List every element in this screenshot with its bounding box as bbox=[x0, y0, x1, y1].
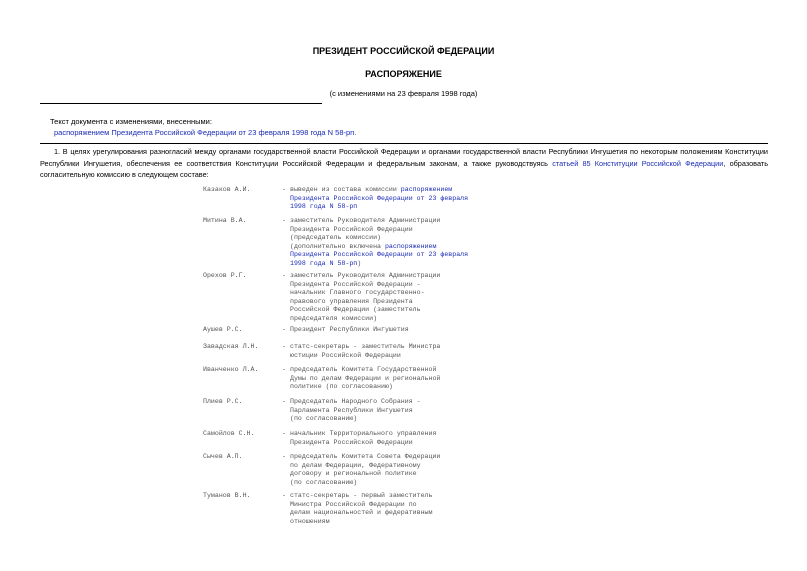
member-dash: - bbox=[282, 326, 286, 333]
role-text: Президента Российской Федерации - bbox=[290, 280, 421, 288]
member-role-line bbox=[290, 298, 440, 307]
role-text: заместитель Руководителя Администрации bbox=[290, 217, 441, 224]
member-role-line bbox=[290, 217, 468, 226]
member-role-line bbox=[290, 415, 421, 424]
role-text: правового управления Президента bbox=[290, 297, 413, 305]
member-role bbox=[290, 186, 468, 212]
member-name: Казаков А.И. bbox=[203, 186, 251, 193]
revision-note: (с изменениями на 23 февраля 1998 года) bbox=[329, 89, 478, 98]
member-role-line bbox=[290, 492, 432, 501]
member-dash: - bbox=[282, 217, 286, 224]
role-text: Председатель Народного Собрания - bbox=[290, 398, 421, 405]
header-divider bbox=[40, 103, 322, 104]
member-dash: - bbox=[282, 398, 286, 405]
amendment-link[interactable]: распоряжением bbox=[400, 186, 453, 193]
member-dash: - bbox=[282, 366, 286, 373]
role-text: статс-секретарь - первый заместитель bbox=[290, 492, 433, 499]
member-role-line bbox=[290, 251, 468, 260]
role-text: Президента Российской Федерации bbox=[290, 225, 413, 233]
member-name: Аушев Р.С. bbox=[203, 326, 243, 333]
member-role-line bbox=[290, 203, 468, 212]
member-role bbox=[290, 366, 440, 392]
paragraph-1 bbox=[40, 146, 768, 181]
role-text: председатель Комитета Совета Федерации bbox=[290, 453, 441, 460]
member-role-line bbox=[290, 234, 468, 243]
role-text: председателя комиссии) bbox=[290, 314, 378, 322]
member-name: Плиев Р.С. bbox=[203, 398, 243, 405]
member-role bbox=[290, 326, 409, 335]
role-text: отношениям bbox=[290, 517, 330, 525]
member-dash: - bbox=[282, 186, 286, 193]
role-text: (по согласованию) bbox=[290, 415, 358, 422]
member-role-line bbox=[290, 439, 436, 448]
member-role-line bbox=[290, 186, 468, 195]
amendment-link[interactable]: 1998 года N 58-рп bbox=[290, 203, 358, 210]
member-role bbox=[290, 453, 440, 487]
role-text: Президента Российской Федерации bbox=[290, 438, 413, 446]
member-role-line bbox=[290, 195, 468, 204]
role-text: Президент Республики Ингушетия bbox=[290, 326, 409, 333]
member-role bbox=[290, 430, 436, 447]
member-role-line bbox=[290, 479, 440, 488]
role-text: председатель Комитета Государственной bbox=[290, 366, 437, 373]
role-text-end: ) bbox=[357, 259, 362, 267]
role-text: начальник Территориального управления bbox=[290, 430, 437, 437]
member-dash: - bbox=[282, 453, 286, 460]
changes-intro: Текст документа с изменениями, внесенными: bbox=[50, 117, 212, 126]
document-type: РАСПОРЯЖЕНИЕ bbox=[365, 69, 442, 79]
member-dash: - bbox=[282, 343, 286, 350]
changes-link[interactable]: распоряжением Президента Российской Федерации от 23 февраля 1998 года N 58-рп. bbox=[54, 128, 357, 137]
member-name: Иванченко Л.А. bbox=[203, 366, 259, 373]
amendment-link[interactable]: 1998 года N 58-рп bbox=[290, 259, 358, 267]
role-text: юстиции Российской Федерации bbox=[290, 351, 401, 359]
paragraph-text: 1. В целях урегулирования разногласий между органами государственной власти Российской Федерации и органами государственной власти Республики Ингушетия по некоторым положениям Конституции Республики Ингушетия, обеспечения ее соответствия Конституции Российской Федерации и федеральным законам, а также руководствуясь bbox=[40, 147, 768, 168]
role-text: заместитель Руководителя Администрации bbox=[290, 272, 441, 279]
member-role-line bbox=[290, 289, 440, 298]
member-role-line bbox=[290, 375, 440, 384]
role-text: выведен из состава комиссии bbox=[290, 186, 401, 193]
role-text: (по согласованию) bbox=[290, 478, 358, 486]
member-role-line bbox=[290, 272, 440, 281]
role-text: (дополнительно включена bbox=[290, 242, 385, 250]
member-role-line bbox=[290, 501, 432, 510]
amendment-link[interactable]: Президента Российской Федерации от 23 февраля bbox=[290, 251, 469, 258]
member-role-line bbox=[290, 260, 468, 269]
role-text: Российской Федерации (заместитель bbox=[290, 306, 421, 313]
member-role-line bbox=[290, 462, 440, 471]
member-role bbox=[290, 217, 468, 268]
role-text: начальник Главного государственно- bbox=[290, 289, 425, 296]
member-role bbox=[290, 343, 440, 360]
member-role-line bbox=[290, 226, 468, 235]
role-text: договору и региональной политике bbox=[290, 470, 417, 477]
member-dash: - bbox=[282, 492, 286, 499]
section-divider bbox=[40, 143, 768, 144]
member-name: Митина В.А. bbox=[203, 217, 247, 224]
role-text: Министра Российской Федерации по bbox=[290, 500, 417, 508]
member-role-line bbox=[290, 509, 432, 518]
member-role-line bbox=[290, 383, 440, 392]
member-role bbox=[290, 272, 440, 323]
member-name: Туманов В.Н. bbox=[203, 492, 251, 499]
member-role-line bbox=[290, 407, 421, 416]
member-role-line bbox=[290, 470, 440, 479]
member-role bbox=[290, 398, 421, 424]
member-role-line bbox=[290, 326, 409, 335]
member-role-line bbox=[290, 430, 436, 439]
member-name: Орехов Р.Г. bbox=[203, 272, 247, 279]
member-name: Завадская Л.Н. bbox=[203, 343, 259, 350]
member-dash: - bbox=[282, 272, 286, 279]
member-role-line bbox=[290, 366, 440, 375]
role-text: делам национальностей и федеративным bbox=[290, 509, 433, 516]
member-role-line bbox=[290, 453, 440, 462]
role-text: Парламента Республики Ингушетия bbox=[290, 406, 413, 414]
role-text: (председатель комиссии) bbox=[290, 234, 382, 241]
member-role-line bbox=[290, 352, 440, 361]
member-role-line bbox=[290, 306, 440, 315]
member-role-line bbox=[290, 243, 468, 252]
role-text: Думы по делам Федерации и региональной bbox=[290, 374, 441, 382]
role-text: по делам Федерации, Федеративному bbox=[290, 461, 421, 469]
member-name: Самойлов С.Н. bbox=[203, 430, 255, 437]
member-role-line bbox=[290, 398, 421, 407]
header-title: ПРЕЗИДЕНТ РОССИЙСКОЙ ФЕДЕРАЦИИ bbox=[312, 46, 495, 56]
role-text: статс-секретарь - заместитель Министра bbox=[290, 343, 441, 350]
member-role-line bbox=[290, 518, 432, 527]
member-dash: - bbox=[282, 430, 286, 437]
member-role bbox=[290, 492, 432, 526]
member-role-line bbox=[290, 281, 440, 290]
amendment-link[interactable]: распоряжением bbox=[384, 242, 437, 250]
role-text: политике (по согласованию) bbox=[290, 383, 393, 390]
paragraph-text-end: , образовать согласительную комиссию в следующем составе: bbox=[40, 158, 769, 179]
member-role-line bbox=[290, 343, 440, 352]
member-name: Сычев А.П. bbox=[203, 453, 243, 460]
amendment-link[interactable]: Президента Российской Федерации от 23 февраля bbox=[290, 194, 469, 202]
constitution-article-link[interactable]: статьей 85 Конституции Российской Федерации bbox=[552, 158, 724, 168]
member-role-line bbox=[290, 315, 440, 324]
